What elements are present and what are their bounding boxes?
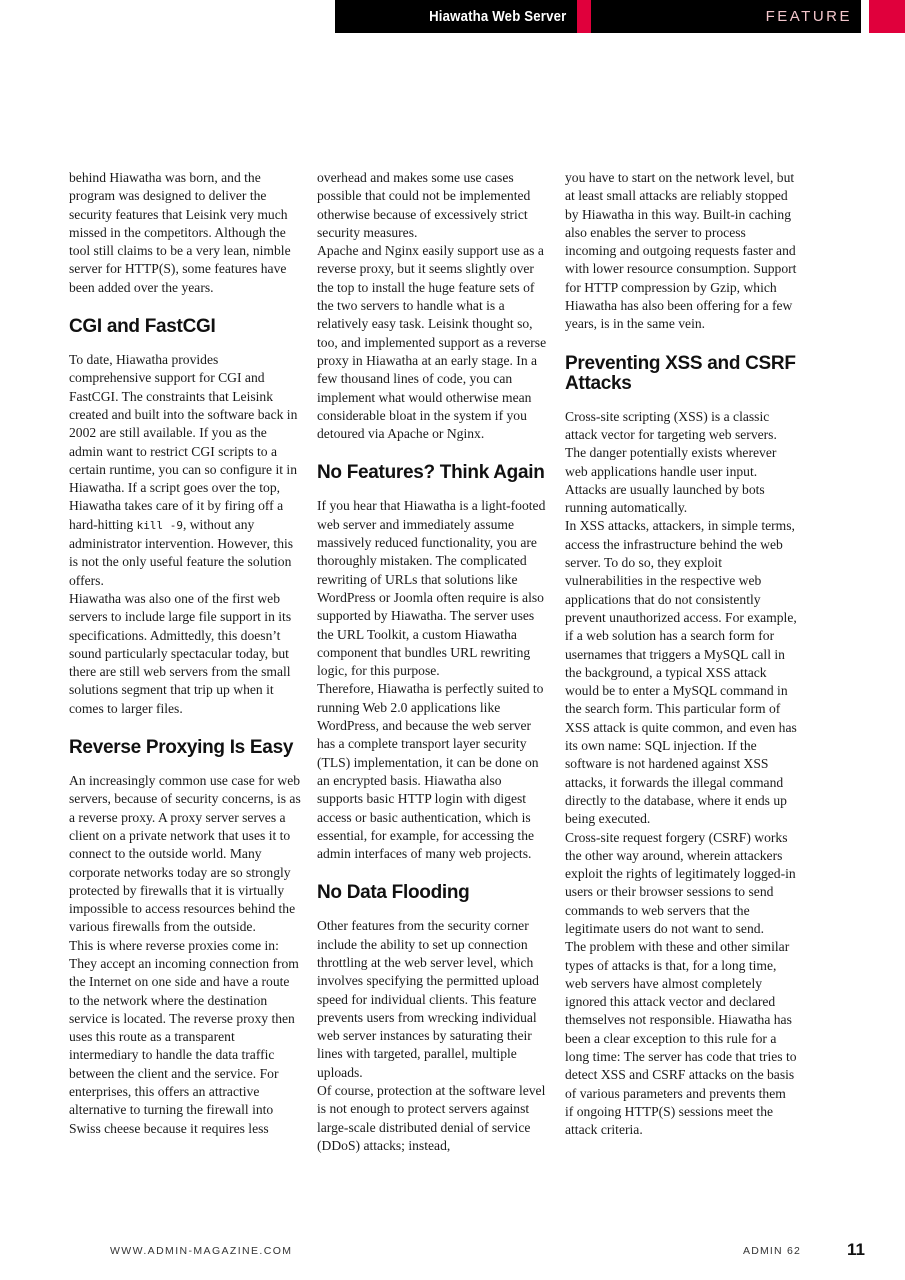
section-heading-reverse-proxy: Reverse Proxying Is Easy — [69, 737, 294, 759]
paragraph: Apache and Nginx easily support use as a reverse proxy, but it seems slightly over the top to install the huge feature sets of the two servers to handle what is a relatively easy task. Leisink thought so, too, and implemented support as a reverse proxy in Hiawatha at an early stage. In a few thousand lines of code, you can implement what would otherwise mean considerable bloat in the system if you detoured via Apache or Nginx. — [317, 243, 547, 442]
paragraph: If you hear that Hiawatha is a light-footed web server and immediately assume massively reduced functionality, you are thoroughly mistaken. The complicated rewriting of URLs that solutions like WordPress or Joomla often require is also supported by Hiawatha. The server uses the URL Toolkit, a custom Hiawatha component that bundles URL rewriting logic, for this purpose. — [317, 498, 546, 679]
paragraph: overhead and makes some use cases possible that could not be implemented otherwise because of excessively strict security measures. — [317, 170, 531, 240]
column-2 — [317, 169, 549, 1155]
article-running-title: Hiawatha Web Server — [429, 8, 567, 25]
section-label: FEATURE — [765, 8, 852, 25]
page-number: 11 — [847, 1240, 865, 1259]
paragraph-text: , without any administrator intervention. However, this is not the only useful feature the solution offers. — [69, 516, 294, 588]
column-3 — [565, 169, 797, 1140]
inline-code: kill -9 — [136, 518, 183, 532]
section-heading-features: No Features? Think Again — [317, 462, 545, 484]
paragraph — [69, 351, 301, 590]
paragraph: The problem with these and other similar types of attacks is that, for a long time, web servers have almost completely ignored this attack vector and declared themselves not responsible. Hiawatha has been a clear exception to this rule for a long time: The server has code that tries to detect XSS and CSRF attacks on the basis of various parameters and prevents them if ongoing HTTP(S) sessions meet the attack criteria. — [565, 939, 797, 1138]
paragraph: In XSS attacks, attackers, in simple terms, access the infrastructure behind the web server. To do so, they exploit vulnerabilities in the respective web applications that do not consistently prevent unauthorized access. For example, if a web solution has a search form for usernames that triggers a MySQL call in the background, a typical XSS attack would be to enter a MySQL command in the search form. This particular form of XSS attack is quite common, and even has its own name: SQL injection. If the software is not hardened against XSS attacks, it forwards the illegal command directly to the database, where it ends up being executed. — [565, 518, 797, 827]
paragraph: Therefore, Hiawatha is perfectly suited to running Web 2.0 applications like WordPress, and because the web server has a complete transport layer security (TLS) implementation, it can be done on an encrypted basis. Hiawatha also supports basic HTTP login with digest access or basic authentication, which is essential, for example, for accessing the admin interfaces of many web projects. — [317, 681, 544, 862]
paragraph: Cross-site scripting (XSS) is a classic attack vector for targeting web servers. The danger potentially exists wherever web applications handle user input. Attacks are usually launched by bots running automatically. — [565, 408, 777, 516]
paragraph: This is where reverse proxies come in: They accept an incoming connection from the Internet on one side and have a route to the network where the destination service is located. The reverse proxy then uses this route as a transparent intermediary to handle the data traffic between the client and the service. For enterprises, this offers an attractive alternative to turning the firewall into Swiss cheese because it requires less — [69, 937, 299, 1136]
column-1 — [69, 169, 301, 1138]
header-accent-block — [577, 0, 591, 33]
footer-issue-label: ADMIN 62 — [743, 1245, 802, 1257]
section-heading-cgi: CGI and FastCGI — [69, 316, 216, 338]
paragraph: Of course, protection at the software level is not enough to protect servers against large-scale distributed denial of service (DDoS) attacks; instead, — [317, 1083, 546, 1153]
paragraph-text: To date, Hiawatha provides comprehensive support for CGI and FastCGI. The constraints that Leisink created and built into the software back in 2002 are still available. If you as the admin want to restrict CGI scripts to a certain runtime, you can so configure it in Hiawatha. If a script goes over the top, Hiawatha takes care of it by firing off a hard-hitting — [69, 352, 298, 532]
header-accent-tab — [869, 0, 905, 33]
paragraph: Hiawatha was also one of the first web servers to include large file support in its specifications. Admittedly, this doesn’t sound particularly spectacular today, but there are still web servers from the small solutions segment that trip up when it comes to larger files. — [69, 590, 292, 716]
paragraph: you have to start on the network level, but at least small attacks are reliably stopped by Hiawatha in this way. Built-in caching also enables the server to process incoming and outgoing requests faster and with lower resource consumption. Support for HTTP compression by Gzip, which Hiawatha has also been offering for a few years, is in the same vein. — [565, 170, 797, 332]
footer-website-url: WWW.ADMIN-MAGAZINE.COM — [110, 1245, 293, 1257]
section-heading-xss-csrf: Preventing XSS and CSRF Attacks — [565, 352, 796, 394]
paragraph: An increasingly common use case for web servers, because of security concerns, is as a reverse proxy. A proxy server serves a client on a private network that uses it to connect to the outside world. Many corporate networks today are so strongly protected by firewalls that it is virtually impossible to access resources behind the various firewalls from the outside. — [69, 773, 301, 935]
paragraph: behind Hiawatha was born, and the program was designed to deliver the security features that Leisink very much missed in the competitors. Although the tool still claims to be a very lean, nimble server for HTTP(S), some features have been added over the years. — [69, 170, 291, 295]
paragraph: Other features from the security corner include the ability to set up connection throttling at the web server level, which involves specifying the permitted upload speed for individual clients. This feature prevents users from wrecking individual web server instances by saturating their lines with targeted, parallel, multiple uploads. — [317, 918, 539, 1080]
section-heading-data-flooding: No Data Flooding — [317, 882, 470, 904]
paragraph: Cross-site request forgery (CSRF) works the other way around, wherein attackers exploit the rights of legitimately logged-in users or their browser sessions to send commands to web servers that the legitimate users do not want to send. — [565, 829, 796, 936]
